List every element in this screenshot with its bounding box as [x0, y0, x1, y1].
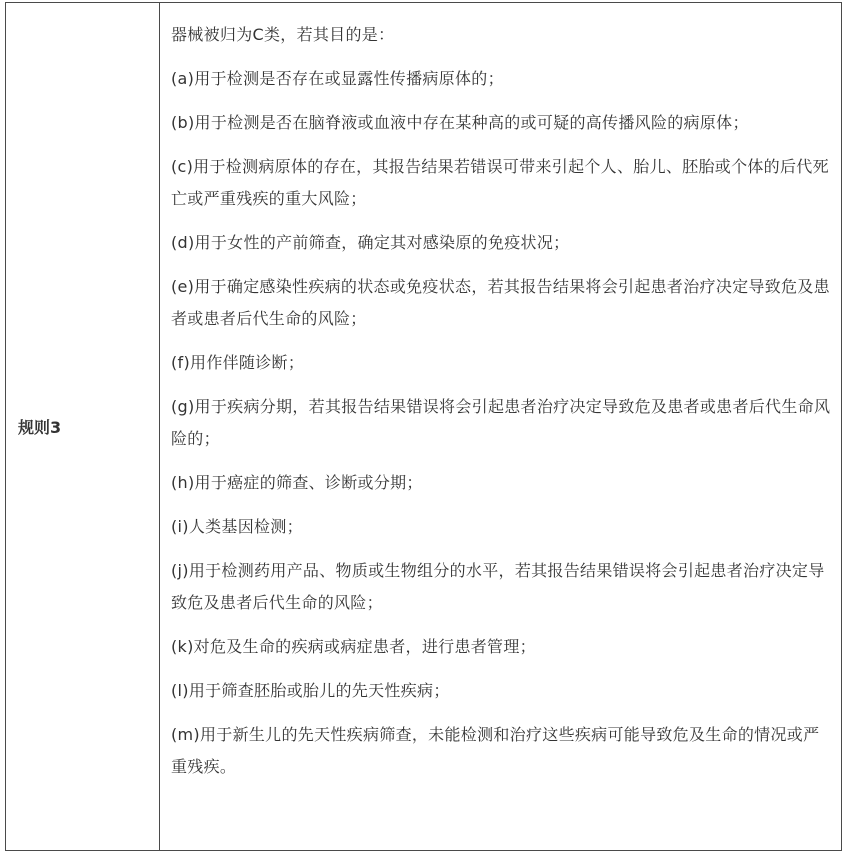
rule-item-i: (i)人类基因检测； — [171, 517, 303, 536]
rule-item-l: (l)用于筛查胚胎或胎儿的先天性疾病； — [171, 681, 450, 700]
rule-name: 规则3 — [18, 418, 62, 437]
rule-item-j: (j)用于检测药用产品、物质或生物组分的水平，若其报告结果错误将会引起患者治疗决定导致危及患者后代生命的风险； — [171, 561, 825, 612]
rule-item-g: (g)用于疾病分期，若其报告结果错误将会引起患者治疗决定导致危及患者或患者后代生命风险的； — [171, 397, 831, 448]
rule-item-e: (e)用于确定感染性疾病的状态或免疫状态，若其报告结果将会引起患者治疗决定导致危及患者或患者后代生命的风险； — [171, 277, 830, 328]
rule-item-h: (h)用于癌症的筛查、诊断或分期； — [171, 473, 423, 492]
rule-name-cell — [6, 3, 160, 850]
rule-item-k: (k)对危及生命的疾病或病症患者，进行患者管理； — [171, 637, 536, 656]
rule-item-f: (f)用作伴随诊断； — [171, 353, 305, 372]
rule-item-d: (d)用于女性的产前筛查，确定其对感染原的免疫状况； — [171, 233, 570, 252]
rule-item-c: (c)用于检测病原体的存在，其报告结果若错误可带来引起个人、胎儿、胚胎或个体的后代死亡或严重残疾的重大风险； — [171, 157, 829, 208]
rule-table — [5, 2, 842, 851]
rule-item-b: (b)用于检测是否在脑脊液或血液中存在某种高的或可疑的高传播风险的病原体； — [171, 113, 749, 132]
rule-content-cell — [160, 3, 841, 850]
rule-item-m: (m)用于新生儿的先天性疾病筛查，未能检测和治疗这些疾病可能导致危及生命的情况或严重残疾。 — [171, 725, 820, 776]
rule-intro: 器械被归为C类，若其目的是： — [171, 25, 395, 44]
rule-item-a: (a)用于检测是否存在或显露性传播病原体的； — [171, 69, 504, 88]
